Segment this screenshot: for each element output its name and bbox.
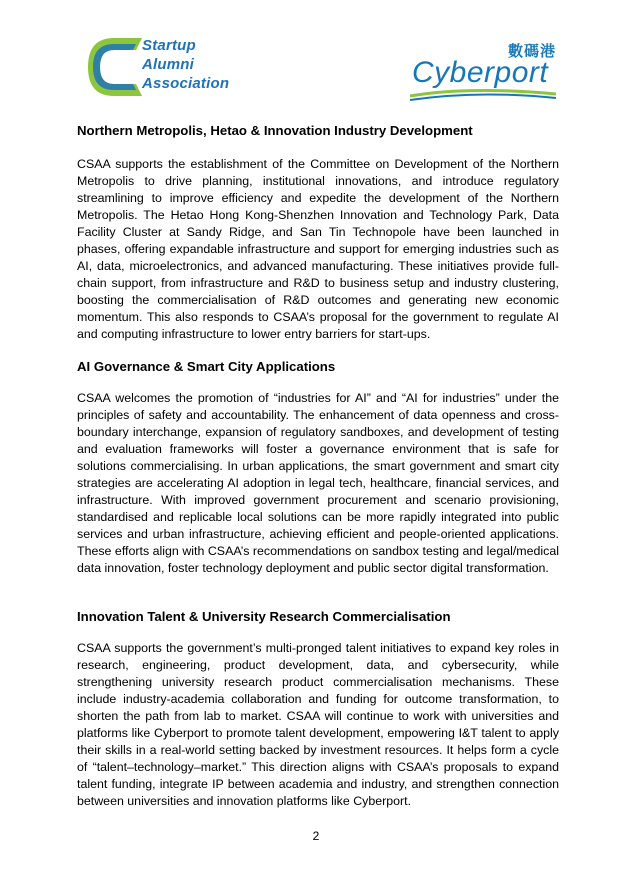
section-heading: Northern Metropolis, Hetao & Innovation Industry Development — [77, 123, 473, 138]
section-ai-governance — [77, 358, 559, 577]
csaa-logo-text — [142, 36, 229, 93]
section-paragraph: CSAA supports the government’s multi-pronged talent initiatives to expand key roles in research, engineering, product development, data, and cybersecurity, while strengthening university research product commercialisation mechanisms. These include industry-academia collaboration and funding for outcome transformation, to shorten the path from lab to market. CSAA will continue to work with universities and platforms like Cyberport to promote talent development, empowering I&T talent to apply their skills in a real-world setting backed by investment resources. It helps form a cycle of “talent–technology–market.” This direction aligns with CSAA’s proposals to expand talent funding, integrate IP between academia and industry, and strengthen connection between universities and innovation platforms like Cyberport. — [77, 641, 559, 808]
section-paragraph: CSAA supports the establishment of the Committee on Development of the Northern Metropolis to drive planning, institutional innovations, and introduce regulatory streamlining to improve efficiency and expedite the development of the Northern Metropolis. The Hetao Hong Kong-Shenzhen Innovation and Technology Park, Data Facility Cluster at Sandy Ridge, and San Tin Technopole have been launched in phases, offering expandable infrastructure and support for emerging industries such as AI, data, microelectronics, and advanced manufacturing. These initiatives provide full-chain support, from infrastructure and R&D to business setup and industry clustering, boosting the commercialisation of R&D outcomes and generating new economic momentum. This also responds to CSAA’s proposal for the government to regulate AI and computing infrastructure to lower entry barriers for start-ups. — [77, 157, 559, 341]
section-innovation-talent — [77, 608, 559, 810]
section-heading: AI Governance & Smart City Applications — [77, 359, 336, 374]
section-paragraph: CSAA welcomes the promotion of “industries for AI” and “AI for industries” under the principles of safety and accountability. The enhancement of data openness and cross-boundary interchange, expansion of regulatory sandboxes, and development of testing and evaluation frameworks will foster a governance environment that is safe for solutions commercialising. In urban applications, the smart government and smart city strategies are accelerating AI adoption in legal tech, healthcare, financial services, and infrastructure. With improved government procurement and scenario provisioning, standardised and replicable local solutions can be more rapidly integrated into public services and urban infrastructure, achieving efficient and people-oriented applications. These efforts align with CSAA’s recommendations on sandbox testing and legal/medical data innovation, foster technology deployment and public sector digital transformation. — [77, 391, 559, 575]
page-header — [0, 0, 632, 110]
cyberport-logo — [408, 40, 558, 104]
cyberport-wordmark: Cyberport — [412, 56, 549, 89]
csaa-logo — [84, 34, 254, 100]
cyberport-swoosh-icon — [408, 84, 558, 104]
csaa-logo-line-1: Startup — [142, 37, 196, 54]
section-northern-metropolis — [77, 122, 559, 343]
csaa-logo-line-3: Association — [142, 75, 230, 92]
page-number: 2 — [312, 829, 320, 843]
csaa-c-mark-icon — [84, 34, 146, 100]
csaa-logo-line-2: Alumni — [142, 56, 195, 73]
cyberport-chinese-name: 數碼港 — [507, 42, 556, 60]
section-heading: Innovation Talent & University Research Commercialisation — [77, 609, 451, 624]
